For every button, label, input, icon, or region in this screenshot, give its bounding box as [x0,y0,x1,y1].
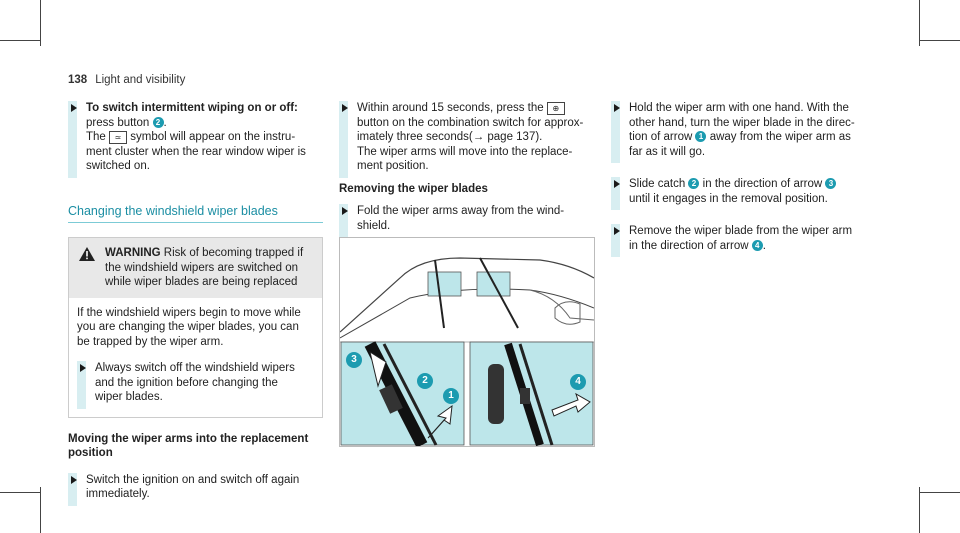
callout-4: 4 [570,374,586,390]
step-text: tion of arrow [629,131,693,143]
wiper-illustration [339,237,595,447]
step-text: in the direction of arrow [629,239,749,252]
step-arrow-icon [71,476,77,484]
warning-text: If the windshield wipers begin to move while [77,306,301,319]
warning-text: while wiper blades are being replaced [105,276,298,288]
step-text: other hand, turn the wiper blade in the direc- [629,116,855,129]
wiper-diagram [340,238,594,446]
step-intermittent: To switch intermittent wiping on or off: press button 2 . The ≃ symbol will appear on the instru- ment cluster when the rear window wiper is switched on. [68,101,323,174]
warning-text: be trapped by the wiper arm. [77,335,224,348]
heading-text: Moving the wiper arms into the replacement [68,432,309,445]
step-text: switched on. [86,160,150,172]
step-text: The wiper arms will move into the replace- [357,145,573,158]
crop-mark [0,40,40,41]
column-2 [339,101,594,247]
warning-label: WARNING [105,247,161,259]
step-text: ment position. [357,160,429,172]
step-text: ment cluster when the rear window wiper is [86,145,306,158]
callout-2: 2 [417,373,433,389]
callout-1: 1 [443,388,459,404]
removing-heading: Removing the wiper blades [339,182,488,195]
warning-text: the windshield wipers are switched on [105,261,299,274]
step-text: The [86,131,106,143]
callout-3: 3 [346,352,362,368]
step-text: Always switch off the windshield wipers [95,362,295,374]
step-arrow-icon [614,104,620,112]
step-text: Fold the wiper arms away from the wind- [357,205,565,217]
warning-step [77,361,314,405]
step-text: imately three seconds(→ page 137). [357,131,543,143]
step-arrow-icon [342,207,348,215]
step-switch-ignition [68,473,323,502]
page-header [68,74,185,86]
step-text: Remove the wiper blade from the wiper arm [629,225,853,237]
column-3 [611,101,881,267]
crop-mark [919,487,920,533]
step-text: press button [86,116,150,129]
callout-2: 2 [688,178,699,189]
callout-1: 1 [695,131,706,142]
step-text: symbol will appear on the instru- [130,131,296,143]
crop-mark [40,0,41,46]
crop-mark [0,492,40,493]
warning-text: you are changing the wiper blades, you can [77,321,299,333]
step-arrow-icon [80,364,86,372]
step-fold-arms [339,204,594,233]
step-text: button on the combination switch for approx- [357,116,584,129]
column-1 [68,101,323,516]
page-number: 138 [68,74,88,86]
warning-icon [79,247,95,261]
step-text: and the ignition before changing the [95,376,278,389]
step-text: shield. [357,219,391,232]
step-text: immediately. [86,488,150,500]
step-text: Switch the ignition on and switch off again [86,473,300,486]
step-arrow-icon [71,104,77,112]
warning-header [69,238,322,298]
step-title: To switch intermittent wiping on or off: [86,102,298,114]
chapter-title: Light and visibility [95,74,186,86]
rear-window-wiper-icon: ≃ [109,131,127,144]
step-press-button [339,101,594,174]
moving-heading [68,432,323,461]
crop-mark [920,492,960,493]
step-text: far as it will go. [629,145,706,158]
warning-text: Risk of becoming trapped if [163,247,304,259]
callout-4: 4 [752,240,763,251]
callout-3: 3 [825,178,836,189]
step-text: until it engages in the removal position. [629,192,828,205]
callout-2: 2 [153,117,164,128]
step-arrow-icon [614,180,620,188]
step-arrow-icon [342,104,348,112]
step-hold-arm [611,101,881,159]
step-text: Within around 15 seconds, press the [357,102,544,114]
step-text: wiper blades. [95,391,163,403]
crop-mark [40,487,41,533]
warning-body [69,298,322,417]
step-text: in the direction of arrow [702,178,823,190]
step-arrow-icon [614,227,620,235]
crop-mark [920,40,960,41]
step-text: Hold the wiper arm with one hand. With the [629,102,849,114]
heading-text: position [68,447,113,459]
step-slide-catch [611,177,881,206]
step-text: Slide catch [629,178,686,190]
warning-box [68,237,323,418]
wiper-button-icon: ⊕ [547,102,565,115]
step-text: away from the wiper arm as [709,131,851,143]
section-title: Changing the windshield wiper blades [68,204,323,224]
step-remove-blade: Remove the wiper blade from the wiper arm in the direction of arrow 4 . [611,224,881,253]
